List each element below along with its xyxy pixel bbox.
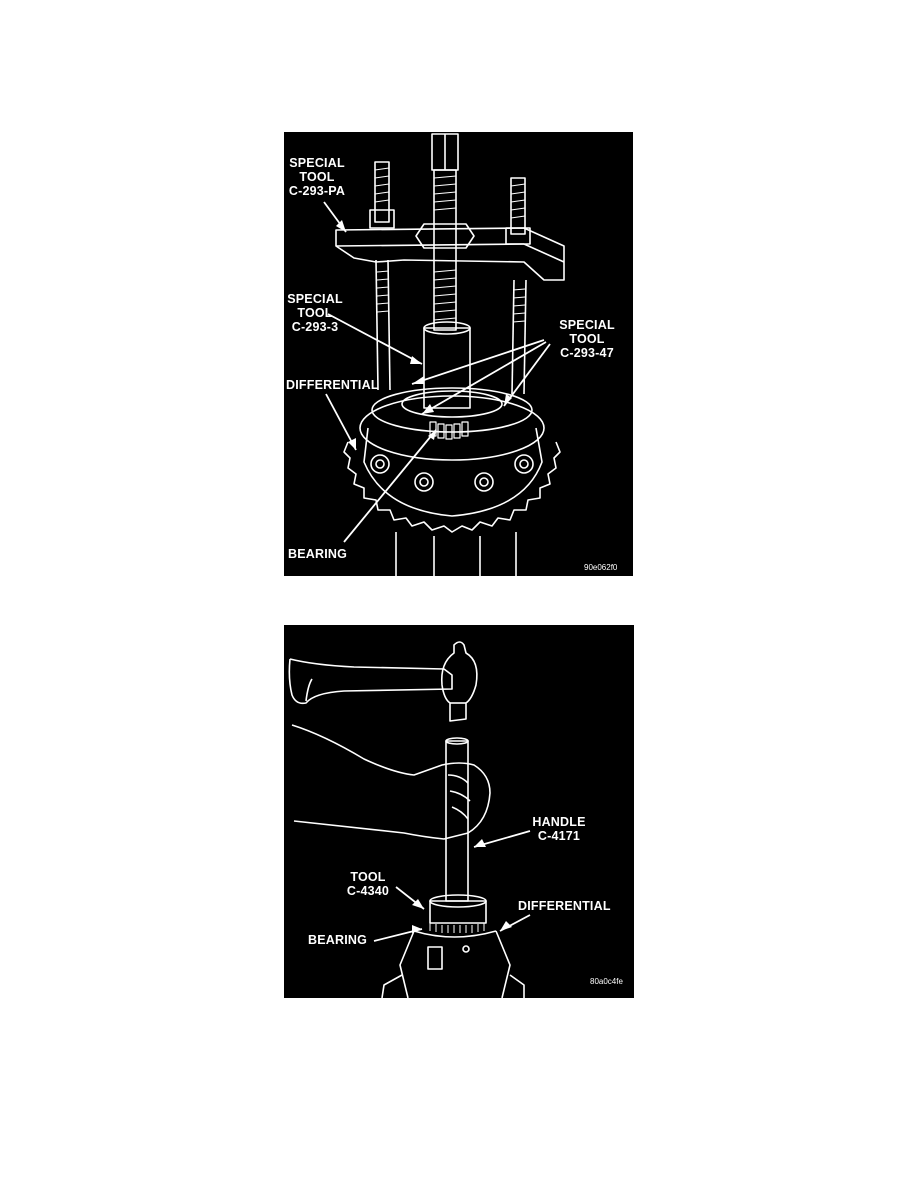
figure-code: 80a0c4fe xyxy=(590,977,623,986)
handle-c-4171-label: HANDLE C-4171 xyxy=(532,815,586,843)
bearing-label: BEARING xyxy=(308,933,368,947)
bearing-puller-illustration xyxy=(284,132,633,576)
figure-code: 90e062f0 xyxy=(584,563,618,572)
special-tool-c-293-3-label: SPECIAL TOOL C-293-3 xyxy=(287,292,343,334)
bearing-label: BEARING xyxy=(288,547,348,561)
differential-label: DIFFERENTIAL xyxy=(518,899,611,913)
tool-c-4340-label: TOOL C-4340 xyxy=(346,870,390,898)
bearing-installer-illustration xyxy=(284,625,634,998)
special-tool-c-293-pa-label: SPECIAL TOOL C-293-PA xyxy=(288,156,346,198)
special-tool-c-293-47-label: SPECIAL TOOL C-293-47 xyxy=(559,318,615,360)
differential-label: DIFFERENTIAL xyxy=(286,378,379,392)
